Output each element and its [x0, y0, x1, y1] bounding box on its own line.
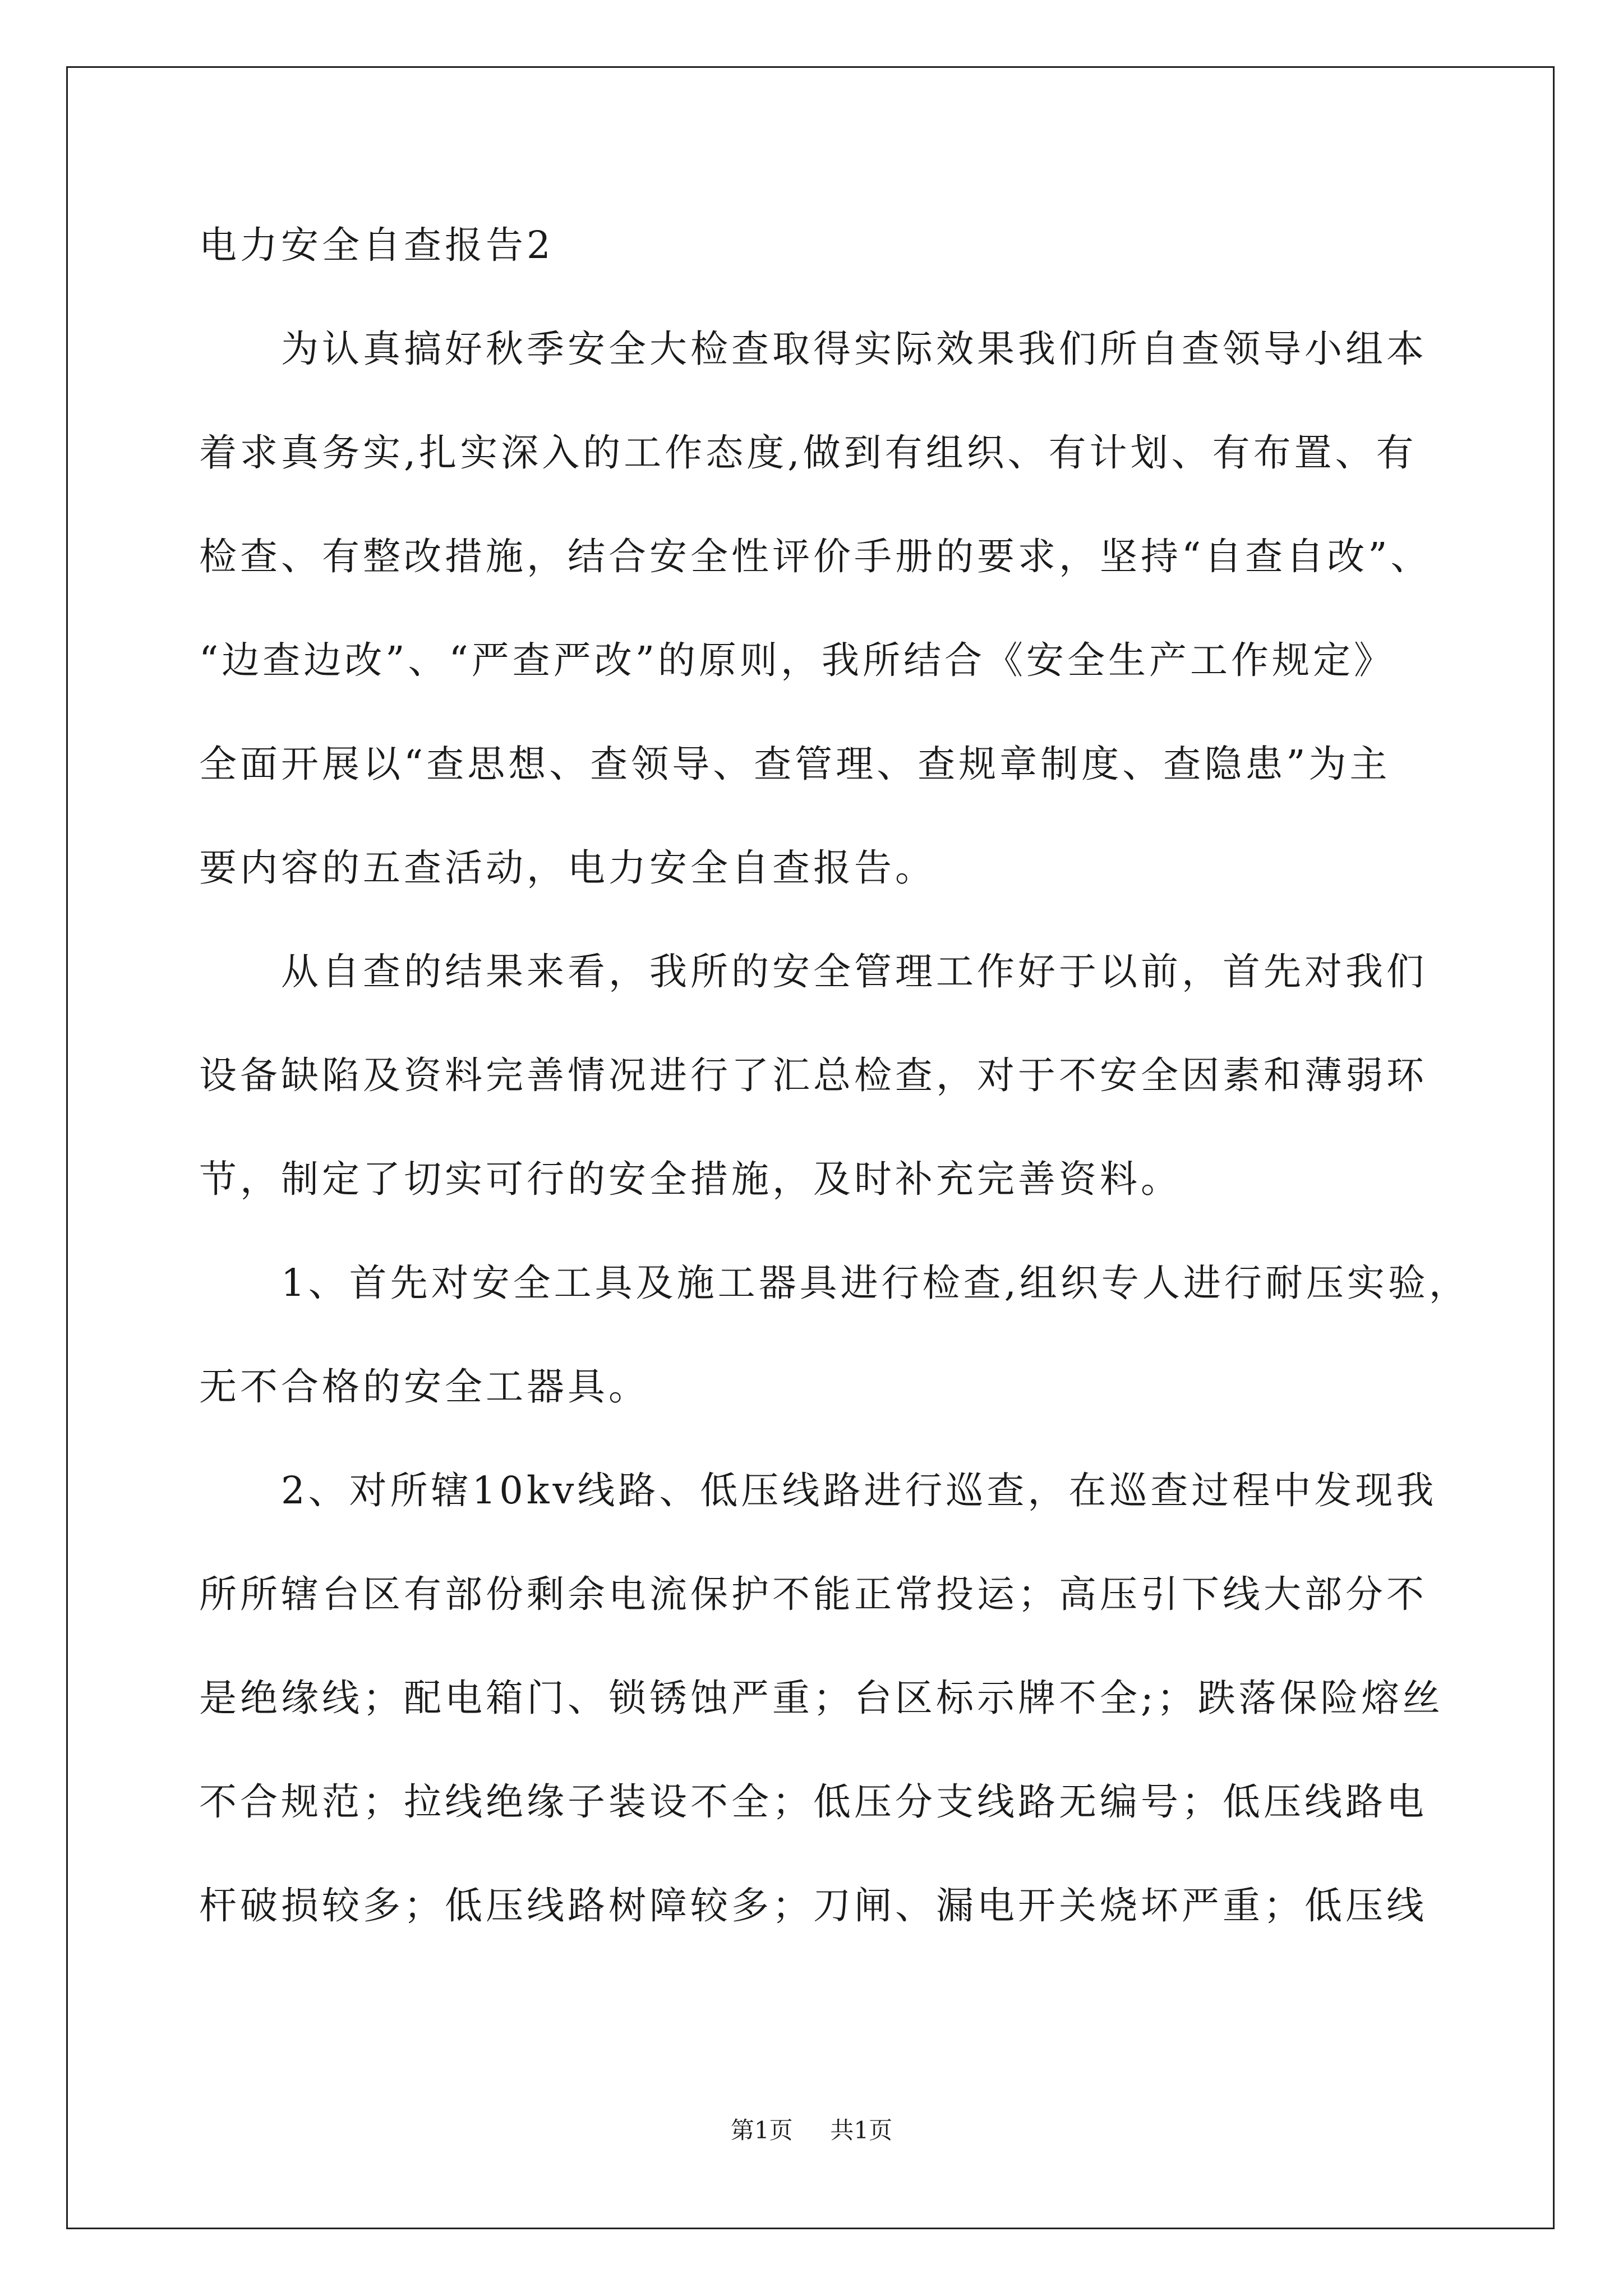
text-line: 着求真务实,扎实深入的工作态度,做到有组织、有计划、有布置、有 — [199, 431, 1417, 475]
text-line: 节，制定了切实可行的安全措施，及时补充完善资料。 — [199, 1157, 1182, 1201]
text-line: 是绝缘线；配电箱门、锁锈蚀严重；台区标示牌不全;；跌落保险熔丝 — [199, 1676, 1444, 1720]
text-line: 检查、有整改措施，结合安全性评价手册的要求，坚持“自查自改”、 — [199, 535, 1432, 578]
paragraph-4 — [199, 1464, 1444, 1932]
paragraph-1 — [199, 323, 1432, 894]
text-line: 要内容的五查活动，电力安全自查报告。 — [199, 846, 936, 890]
text-line: 为认真搞好秋季安全大检查取得实际效果我们所自查领导小组本 — [281, 327, 1427, 371]
text-line: 1、首先对安全工具及施工器具进行检查,组织专人进行耐压实验， — [281, 1261, 1470, 1305]
document-body — [199, 219, 1470, 1983]
paragraph-3 — [199, 1257, 1470, 1413]
document-title: 电力安全自查报告2 — [199, 223, 554, 267]
text-line: “边查边改”、“严查严改”的原则，我所结合《安全生产工作规定》 — [199, 638, 1395, 682]
text-line: 不合规范；拉线绝缘子装设不全；低压分支线路无编号；低压线路电 — [199, 1780, 1427, 1824]
text-line: 2、对所辖10kv线路、低压线路进行巡查，在巡查过程中发现我 — [281, 1469, 1437, 1512]
text-line: 设备缺陷及资料完善情况进行了汇总检查，对于不安全因素和薄弱环 — [199, 1053, 1427, 1097]
text-line: 从自查的结果来看，我所的安全管理工作好于以前，首先对我们 — [281, 950, 1427, 993]
paragraph-2 — [199, 945, 1427, 1205]
page-total: 共1页 — [830, 2116, 893, 2144]
text-line: 无不合格的安全工器具。 — [199, 1365, 649, 1409]
text-line: 杆破损较多；低压线路树障较多；刀闸、漏电开关烧坏严重；低压线 — [199, 1884, 1427, 1927]
page-footer — [0, 2115, 1623, 2146]
page-number: 第1页 — [730, 2116, 793, 2144]
text-line: 所所辖台区有部份剩余电流保护不能正常投运；高压引下线大部分不 — [199, 1572, 1427, 1616]
text-line: 全面开展以“查思想、查领导、查管理、查规章制度、查隐患”为主 — [199, 742, 1391, 786]
